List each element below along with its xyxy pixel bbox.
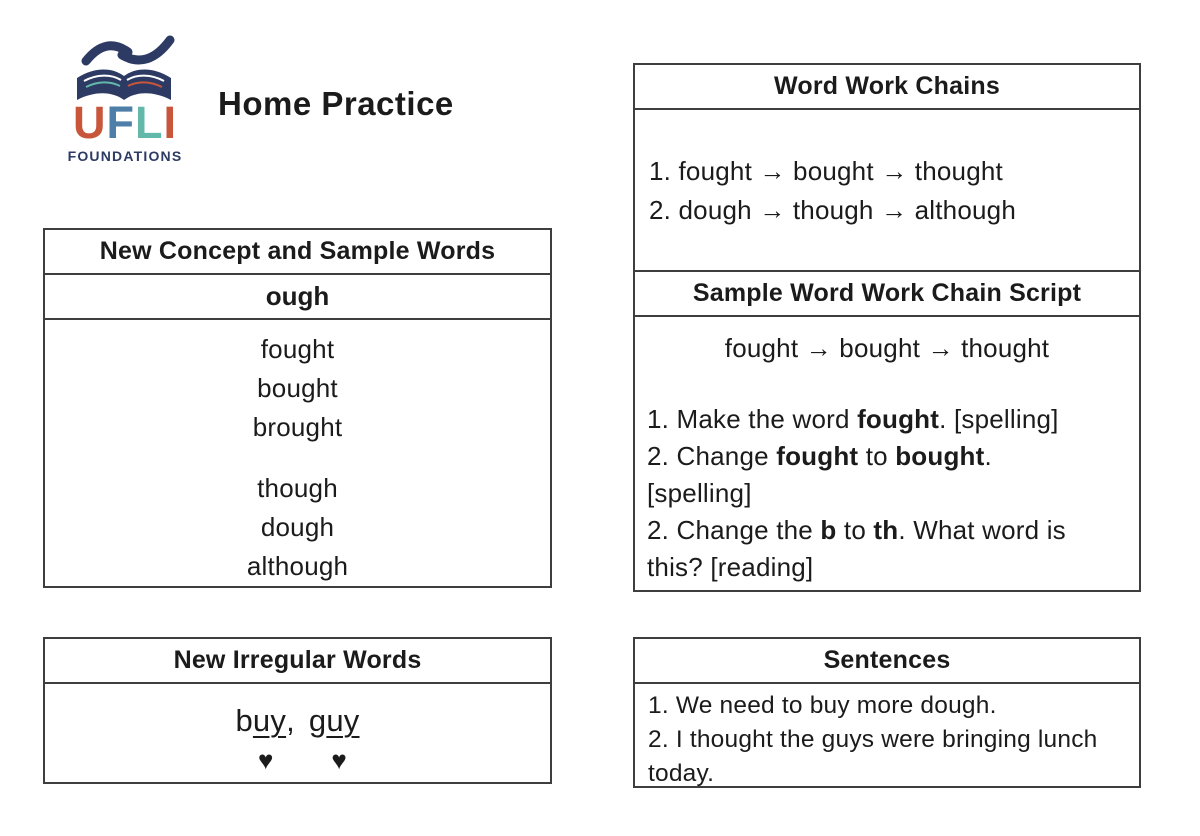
step-text: 2. Change the xyxy=(647,515,821,545)
sample-chain: fought → bought → thought xyxy=(724,333,1050,363)
new-concept-title: New Concept and Sample Words xyxy=(45,230,550,275)
ufli-logo-word xyxy=(58,97,192,148)
script-step xyxy=(647,438,1127,512)
word-work-box xyxy=(633,63,1141,592)
irregular-words-title: New Irregular Words xyxy=(45,639,550,684)
bold-word: fought xyxy=(776,441,859,471)
word-chain: 2. dough → though → although xyxy=(649,195,1016,225)
heart-icon: ♥ xyxy=(331,745,348,775)
bird-book-icon xyxy=(64,34,186,102)
irregular-word xyxy=(309,702,360,773)
script-step xyxy=(647,512,1127,586)
sample-word: though xyxy=(257,473,338,503)
chain-script-title: Sample Word Work Chain Script xyxy=(635,270,1139,317)
logo-letter: U xyxy=(72,97,107,148)
underlined-part: uy xyxy=(252,703,287,738)
sample-word: although xyxy=(246,551,349,581)
sentences-box xyxy=(633,637,1141,788)
page-title: Home Practice xyxy=(218,85,454,122)
word-chains-list xyxy=(635,110,1139,270)
step-text: to xyxy=(836,515,874,545)
sample-word: brought xyxy=(252,412,343,442)
sentence-item: 1. We need to buy more dough. xyxy=(648,692,997,719)
bold-word: fought xyxy=(857,404,940,434)
script-steps-list xyxy=(647,401,1127,586)
step-text: 1. Make the word xyxy=(647,404,858,434)
irregular-word-text xyxy=(309,702,360,739)
step-text: . What word is this? [reading] xyxy=(647,515,1066,582)
sample-word: bought xyxy=(257,373,338,403)
step-text: [spelling] xyxy=(647,478,752,508)
comma: , xyxy=(286,703,295,738)
sample-word: fought xyxy=(260,334,335,364)
sample-word-group xyxy=(45,469,550,586)
logo-letter: I xyxy=(163,97,177,148)
word-chain: 1. fought → bought → thought xyxy=(649,156,1003,186)
sentences-title: Sentences xyxy=(635,639,1139,684)
step-text: . [spelling] xyxy=(939,404,1059,434)
word-prefix: b xyxy=(235,703,253,738)
logo-letter: L xyxy=(134,97,164,148)
irregular-words-list xyxy=(45,684,550,773)
sentences-list xyxy=(635,684,1139,788)
irregular-words-box xyxy=(43,637,552,784)
step-text: 2. Change xyxy=(647,441,777,471)
irregular-word xyxy=(235,702,286,773)
bold-word: bought xyxy=(895,441,985,471)
sample-words-list xyxy=(45,320,550,586)
sentence-item: 2. I thought the guys were bringing lunch today. xyxy=(648,726,1098,787)
chain-script-body xyxy=(635,317,1139,586)
underlined-part: uy xyxy=(326,703,360,738)
new-concept-box xyxy=(43,228,552,588)
bold-word: b xyxy=(820,515,837,545)
ufli-logo-subtitle: FOUNDATIONS xyxy=(67,147,183,164)
logo-letter: F xyxy=(106,97,135,148)
irregular-word-text xyxy=(235,702,286,739)
heart-icon: ♥ xyxy=(257,745,274,775)
word-work-chains-title: Word Work Chains xyxy=(635,65,1139,110)
concept-label: ough xyxy=(45,275,550,320)
step-text: to xyxy=(858,441,896,471)
ufli-logo xyxy=(58,34,192,164)
word-prefix: g xyxy=(308,703,327,738)
step-text: . xyxy=(984,441,992,471)
sample-word: dough xyxy=(260,512,335,542)
bold-word: th xyxy=(873,515,899,545)
script-step xyxy=(647,401,1127,438)
sample-word-group xyxy=(45,330,550,447)
